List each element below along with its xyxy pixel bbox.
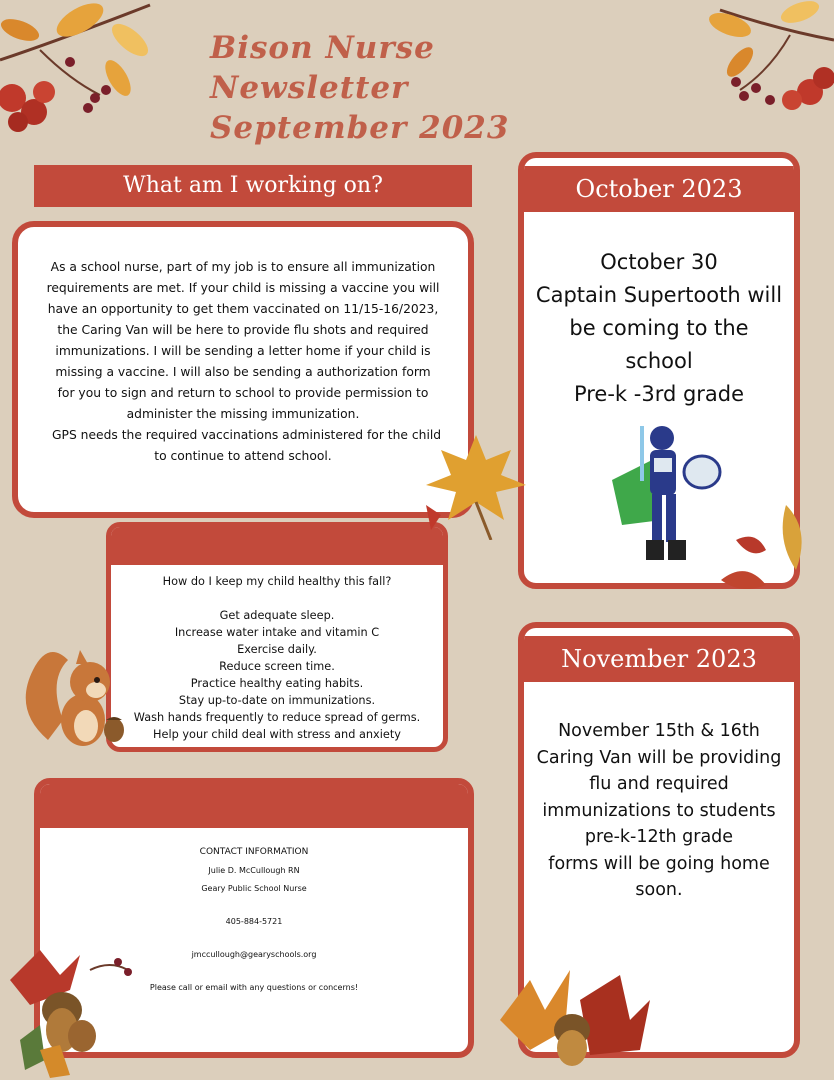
- contact-email[interactable]: jmccullough@gearyschools.org: [191, 950, 317, 959]
- working-line: have an opportunity to get them vaccinated on 11/15-16/2023,: [47, 302, 439, 316]
- maple-leaf-decoration: [416, 430, 534, 540]
- november-heading-banner: [524, 636, 794, 682]
- working-heading-banner: [34, 165, 472, 207]
- leaves-october-bottom-right: [716, 500, 826, 600]
- working-line: for you to sign and return to school to provide permission to: [57, 386, 429, 400]
- healthy-card: [106, 522, 448, 752]
- healthy-tip: Stay up-to-date on immunizations.: [178, 694, 376, 707]
- acorn-leaves-bottom-right: [490, 960, 670, 1070]
- working-card: [12, 221, 474, 518]
- working-line: GPS needs the required vaccinations administered for the child: [52, 428, 442, 442]
- november-line: November 15th & 16th: [558, 721, 760, 741]
- working-line: As a school nurse, part of my job is to ensure all immunization: [50, 260, 436, 274]
- working-heading: What am I working on?: [123, 173, 383, 198]
- healthy-tip: Exercise daily.: [237, 643, 317, 656]
- november-line: forms will be going home: [548, 853, 770, 874]
- october-line: be coming to the: [569, 316, 749, 340]
- october-line: Captain Supertooth will: [535, 283, 783, 307]
- working-line: immunizations. I will be sending a letter home if your child is: [55, 344, 431, 358]
- november-heading: November 2023: [561, 645, 757, 673]
- working-line: administer the missing immunization.: [126, 407, 360, 421]
- october-line: Pre-k -3rd grade: [573, 382, 745, 406]
- november-line: Caring Van will be providing: [536, 747, 782, 768]
- healthy-question: How do I keep my child healthy this fall?: [162, 575, 392, 588]
- healthy-tip: Wash hands frequently to reduce spread of germs.: [133, 711, 421, 724]
- contact-card-header: [40, 784, 468, 828]
- newsletter-title: [210, 28, 630, 148]
- contact-name: Julie D. McCullough RN: [208, 866, 300, 875]
- working-line: to continue to attend school.: [154, 449, 332, 463]
- november-line: soon.: [635, 880, 683, 900]
- november-line: flu and required: [589, 774, 729, 794]
- healthy-tip: Increase water intake and vitamin C: [174, 626, 380, 639]
- berry-branch-top-left: [0, 0, 170, 140]
- october-heading: October 2023: [575, 175, 743, 203]
- captain-supertooth-illustration: [602, 420, 732, 570]
- november-line: immunizations to students: [542, 800, 776, 821]
- healthy-tip: Get adequate sleep.: [219, 609, 335, 622]
- healthy-card-header: [111, 527, 443, 565]
- healthy-tip: Reduce screen time.: [219, 660, 335, 673]
- title-line-1: Bison Nurse Newsletter: [210, 30, 435, 106]
- title-line-2: September 2023: [210, 110, 510, 146]
- october-line: October 30: [600, 250, 718, 274]
- contact-role: Geary Public School Nurse: [201, 884, 307, 893]
- contact-phone[interactable]: 405-884-5721: [225, 917, 283, 926]
- november-line: pre-k-12th grade: [584, 827, 734, 847]
- october-heading-banner: [524, 166, 794, 212]
- berry-branch-top-right: [700, 0, 834, 120]
- contact-heading: CONTACT INFORMATION: [199, 847, 309, 857]
- healthy-tip: Practice healthy eating habits.: [190, 677, 364, 690]
- working-line: the Caring Van will be here to provide flu shots and required: [57, 323, 429, 337]
- october-line: school: [625, 349, 693, 373]
- acorn-leaves-bottom-left: [0, 930, 140, 1080]
- working-line: missing a vaccine. I will also be sending a authorization form: [55, 365, 431, 379]
- squirrel-illustration: [18, 640, 130, 748]
- contact-note: Please call or email with any questions or concerns!: [149, 983, 359, 992]
- healthy-tip: Help your child deal with stress and anxiety: [153, 728, 401, 741]
- working-line: requirements are met. If your child is missing a vaccine you will: [46, 281, 440, 295]
